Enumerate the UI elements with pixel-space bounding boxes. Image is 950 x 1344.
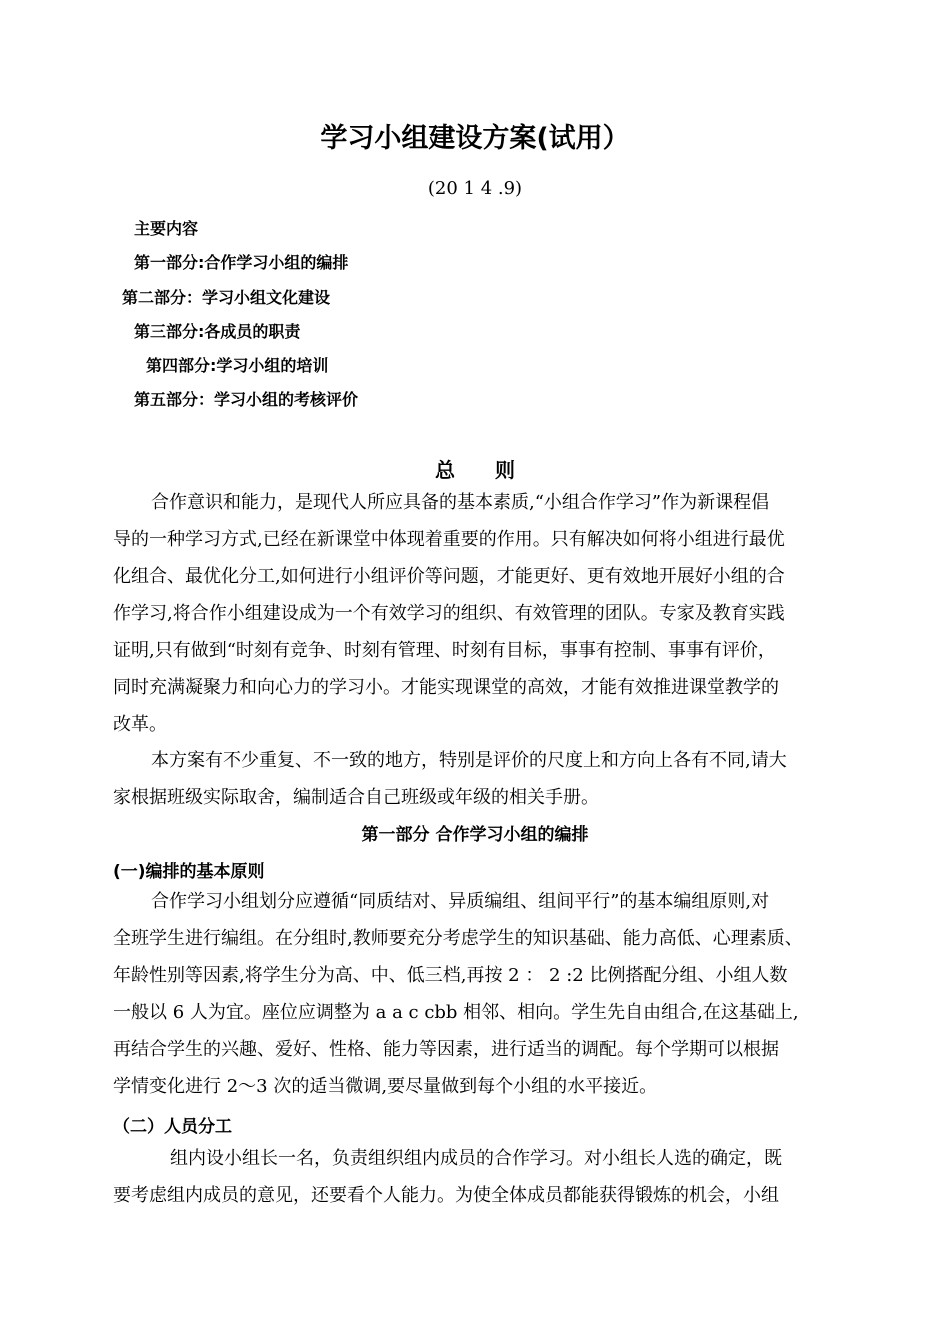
paragraph-line: 本方案有不少重复、不一致的地方，特别是评价的尺度上和方向上各有不同,请大 bbox=[151, 750, 787, 771]
paragraph-line: 组内设小组长一名，负责组织组内成员的合作学习。对小组长人选的确定，既 bbox=[170, 1148, 782, 1169]
paragraph-line: 年龄性别等因素,将学生分为高、中、低三档,再按 2 ： 2 :2 比例搭配分组、小组人数 bbox=[113, 965, 788, 986]
paragraph-line: 证明,只有做到“时刻有竞争、时刻有管理、时刻有目标，事事有控制、事事有评价， bbox=[113, 640, 776, 661]
paragraph-line: 合作学习小组划分应遵循“同质结对、异质编组、组间平行”的基本编组原则,对 bbox=[151, 891, 770, 912]
roles-paragraph bbox=[113, 1140, 848, 1214]
toc-heading: 主要内容 bbox=[134, 219, 199, 238]
paragraph-line: 全班学生进行编组。在分组时,教师要充分考虑学生的知识基础、能力高低、心理素质、 bbox=[113, 928, 803, 949]
principles-paragraph bbox=[113, 883, 848, 1105]
toc-item-part5: 第五部分：学习小组的考核评价 bbox=[134, 390, 359, 409]
paragraph-line: 导的一种学习方式,已经在新课堂中体现着重要的作用。只有解决如何将小组进行最优 bbox=[113, 529, 785, 550]
paragraph-line: 合作意识和能力，是现代人所应具备的基本素质,“小组合作学习”作为新课程倡 bbox=[151, 492, 770, 513]
document-date: (20 1 4 .9) bbox=[427, 178, 523, 199]
paragraph-line: 改革。 bbox=[113, 714, 167, 735]
section-heading-principles: (一)编排的基本原则 bbox=[113, 862, 265, 882]
general-paragraph-2 bbox=[113, 742, 848, 816]
toc-item-part2: 第二部分：学习小组文化建设 bbox=[122, 288, 331, 307]
document-title: 学习小组建设方案(试用） bbox=[320, 123, 630, 154]
toc-item-part3: 第三部分:各成员的职责 bbox=[134, 322, 301, 341]
paragraph-line: 作学习,将合作小组建设成为一个有效学习的组织、有效管理的团队。专家及教育实践 bbox=[113, 603, 785, 624]
paragraph-line: 再结合学生的兴趣、爱好、性格、能力等因素，进行适当的调配。每个学期可以根据 bbox=[113, 1039, 779, 1060]
general-heading: 总 则 bbox=[435, 458, 515, 482]
paragraph-line: 学情变化进行 2～3 次的适当微调,要尽量做到每个小组的水平接近。 bbox=[113, 1076, 658, 1097]
paragraph-line: 化组合、最优化分工,如何进行小组评价等问题，才能更好、更有效地开展好小组的合 bbox=[113, 566, 785, 587]
paragraph-line: 要考虑组内成员的意见，还要看个人能力。为使全体成员都能获得锻炼的机会，小组 bbox=[113, 1185, 779, 1206]
general-paragraph-1 bbox=[113, 484, 848, 743]
paragraph-line: 同时充满凝聚力和向心力的学习小。才能实现课堂的高效，才能有效推进课堂教学的 bbox=[113, 677, 779, 698]
part1-heading: 第一部分 合作学习小组的编排 bbox=[361, 825, 589, 845]
toc-item-part1: 第一部分:合作学习小组的编排 bbox=[134, 253, 349, 272]
section-heading-roles: （二）人员分工 bbox=[113, 1117, 232, 1137]
paragraph-line: 一般以 6 人为宜。座位应调整为 a a c cbb 相邻、相向。学生先自由组合,在这基础上, bbox=[113, 1002, 799, 1023]
paragraph-line: 家根据班级实际取舍，编制适合自己班级或年级的相关手册。 bbox=[113, 787, 599, 808]
toc-item-part4: 第四部分:学习小组的培训 bbox=[146, 356, 329, 375]
